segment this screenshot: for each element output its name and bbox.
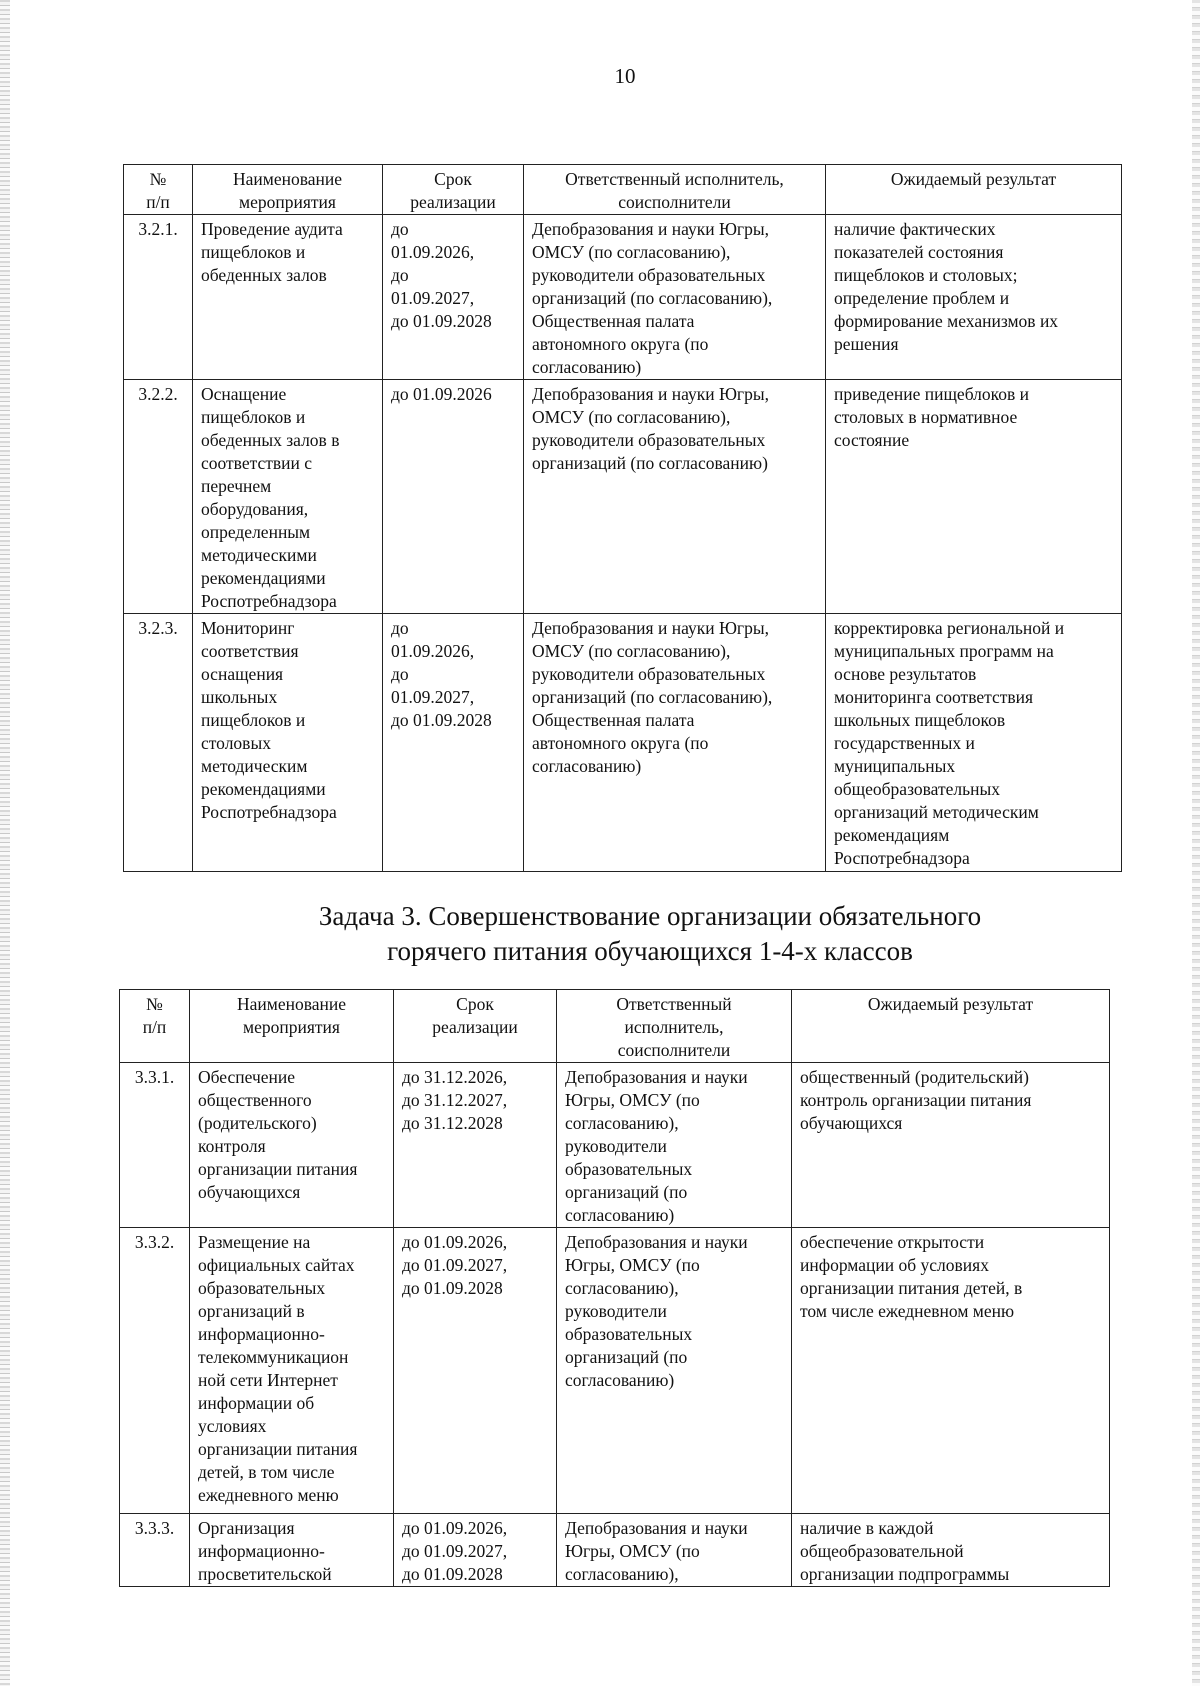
section-heading-line-2: горячего питания обучающихся 1-4-х классов [387,936,913,966]
table-row [124,614,1122,872]
table-header-row [120,990,1110,1063]
row-term: до 01.09.2026 [383,380,524,614]
row-result: приведение пищеблоков и столовых в нормативное состояние [826,380,1122,614]
header-number: № п/п [120,990,190,1063]
table-row [120,1228,1110,1514]
row-term: до 01.09.2026, до 01.09.2027, до 01.09.2028 [383,614,524,872]
table-header-row [124,165,1122,215]
row-term: до 01.09.2026, до 01.09.2027, до 01.09.2028 [394,1514,557,1587]
row-executor: Депобразования и науки Югры, ОМСУ (по согласованию), руководители образовательных организаций (по согласованию) [524,380,826,614]
measures-table-3-2 [123,164,1122,872]
measures-table-3-3 [119,989,1110,1587]
row-term: до 01.09.2026, до 01.09.2027, до 01.09.2028 [394,1228,557,1514]
row-executor: Депобразования и науки Югры, ОМСУ (по согласованию), руководители образовательных организаций (по согласованию), Общественная палата автономного округа (по согласованию) [524,614,826,872]
table-row [120,1514,1110,1587]
header-term: Срок реализации [394,990,557,1063]
row-name: Мониторинг соответствия оснащения школьных пищеблоков и столовых методическим рекомендациями Роспотребнадзора [193,614,383,872]
row-number: 3.3.3. [120,1514,190,1587]
scan-edge-right [1192,0,1200,1686]
row-executor: Депобразования и науки Югры, ОМСУ (по согласованию), руководители образовательных организаций (по согласованию) [557,1063,792,1228]
row-number: 3.2.1. [124,215,193,380]
header-executor: Ответственный исполнитель, соисполнители [524,165,826,215]
row-number: 3.2.3. [124,614,193,872]
row-term: до 01.09.2026, до 01.09.2027, до 01.09.2028 [383,215,524,380]
row-result: наличие в каждой общеобразовательной организации подпрограммы [792,1514,1110,1587]
header-executor: Ответственный исполнитель, соисполнители [557,990,792,1063]
row-result: обеспечение открытости информации об условиях организации питания детей, в том числе ежедневном меню [792,1228,1110,1514]
row-result: наличие фактических показателей состояния пищеблоков и столовых; определение проблем и формирование механизмов их решения [826,215,1122,380]
row-number: 3.3.1. [120,1063,190,1228]
row-name: Организация информационно- просветительской [190,1514,394,1587]
table-row [120,1063,1110,1228]
table-row [124,380,1122,614]
row-result: корректировка региональной и муниципальных программ на основе результатов мониторинга соответствия школьных пищеблоков государственных и муниципальных общеобразовательных организаций методическим рекомендациям Роспотребнадзора [826,614,1122,872]
row-term: до 31.12.2026, до 31.12.2027, до 31.12.2028 [394,1063,557,1228]
row-name: Оснащение пищеблоков и обеденных залов в соответствии с перечнем оборудования, определенным методическими рекомендациями Роспотребнадзора [193,380,383,614]
row-result: общественный (родительский) контроль организации питания обучающихся [792,1063,1110,1228]
header-result: Ожидаемый результат [826,165,1122,215]
row-name: Размещение на официальных сайтах образовательных организаций в информационно- телекоммуникацион ной сети Интернет информации об условиях организации питания детей, в том числе ежедневного меню [190,1228,394,1514]
page-number: 10 [614,64,636,88]
header-number: № п/п [124,165,193,215]
header-name: Наименование мероприятия [193,165,383,215]
row-number: 3.3.2. [120,1228,190,1514]
row-executor: Депобразования и науки Югры, ОМСУ (по согласованию), [557,1514,792,1587]
header-name: Наименование мероприятия [190,990,394,1063]
header-term: Срок реализации [383,165,524,215]
row-name: Обеспечение общественного (родительского) контроля организации питания обучающихся [190,1063,394,1228]
row-executor: Депобразования и науки Югры, ОМСУ (по согласованию), руководители образовательных организаций (по согласованию), Общественная палата автономного округа (по согласованию) [524,215,826,380]
row-name: Проведение аудита пищеблоков и обеденных залов [193,215,383,380]
scan-edge-left [0,0,10,1686]
section-heading [150,899,1150,969]
table-row [124,215,1122,380]
row-number: 3.2.2. [124,380,193,614]
section-heading-line-1: Задача 3. Совершенствование организации обязательного [318,901,982,931]
header-result: Ожидаемый результат [792,990,1110,1063]
row-executor: Депобразования и науки Югры, ОМСУ (по согласованию), руководители образовательных организаций (по согласованию) [557,1228,792,1514]
